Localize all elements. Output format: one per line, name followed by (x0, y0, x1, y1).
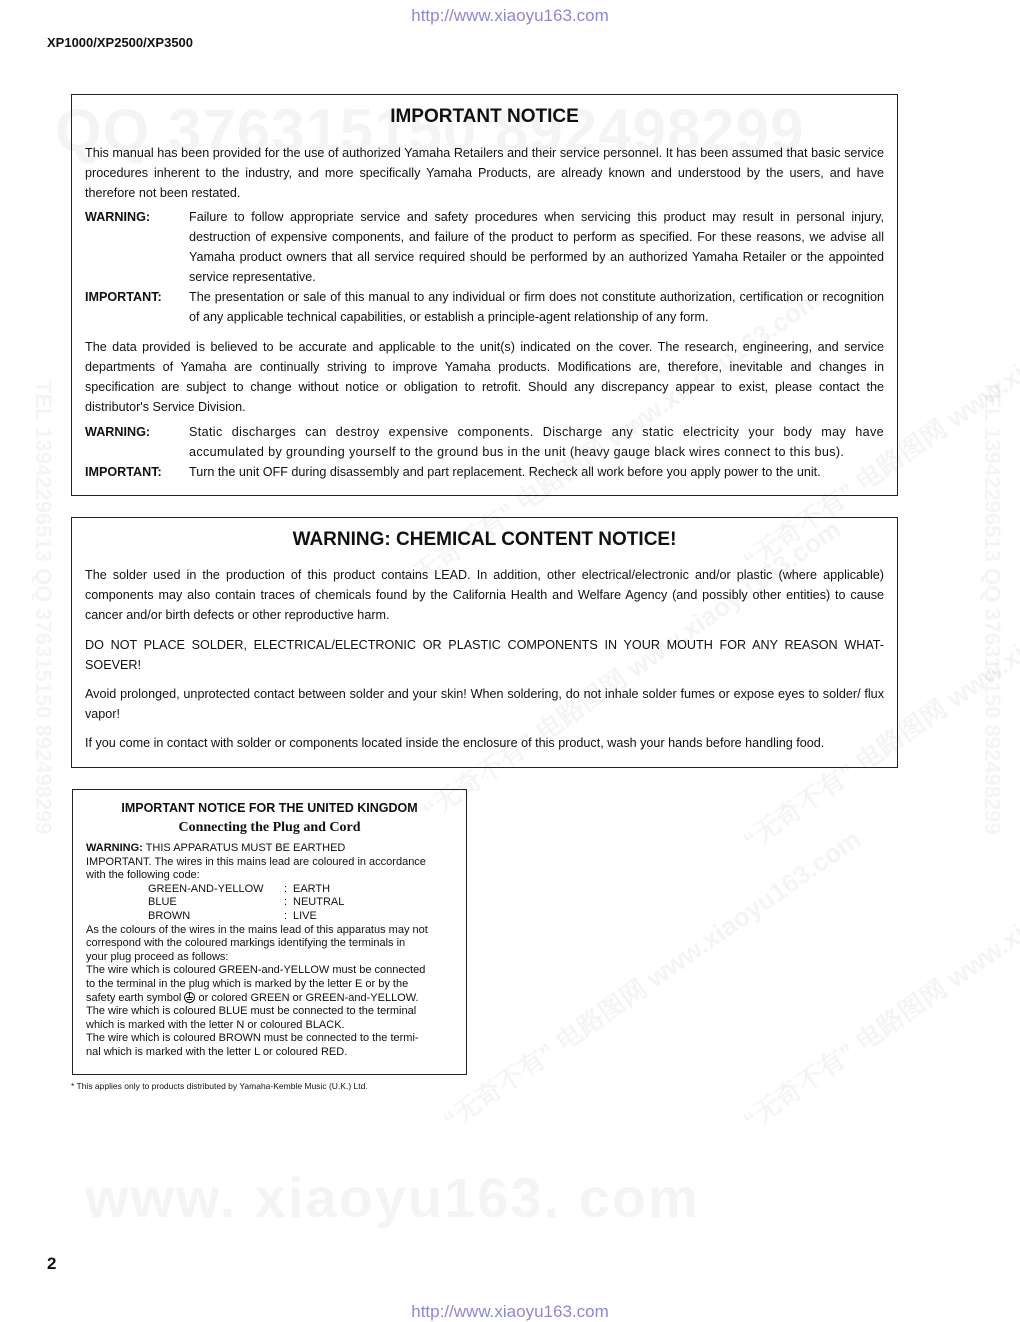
wire-color: BROWN (148, 910, 191, 922)
uk-text-line: As the colours of the wires in the mains lead of this apparatus may not (86, 923, 428, 936)
important-label: IMPORTANT: (85, 465, 162, 479)
uk-earth-text-post: or colored GREEN or GREEN-and-YELLOW. (195, 991, 419, 1004)
uk-notice-subtitle: Connecting the Plug and Cord (178, 820, 361, 835)
uk-text-line: The wire which is coloured BROWN must be connected to the termi- (86, 1032, 419, 1045)
uk-text-line: your plug proceed as follows: (86, 950, 229, 963)
wire-color: GREEN-AND-YELLOW (148, 882, 264, 895)
wire-color: BLUE (148, 896, 177, 909)
watermark-www (85, 1165, 700, 1230)
uk-text-line: IMPORTANT. The wires in this mains lead are coloured in accordance (86, 855, 426, 868)
uk-text-line: The wire which is coloured BLUE must be connected to the terminal (86, 1005, 417, 1018)
watermark-diagonal (735, 819, 1020, 1137)
chemical-paragraph: The solder used in the production of this product contains LEAD. In addition, other electrical/electronic and/or plastic (where applicable) components may also contain traces of chemicals found by the California Health and Welfare Agency (and possibly other entities) to cause cancer and/or birth defects or other reproductive harm. (85, 568, 884, 622)
warning-text: Failure to follow appropriate service and safety procedures when servicing this product may result in personal injury, destruction of expensive components, and failure of the product to perform as specified. For these reasons, we advise all Yamaha product owners that all service required should be performed by an authorized Yamaha Retailer or the appointed service representative. (189, 210, 884, 284)
important-notice-box (71, 94, 898, 496)
warning-text: Static discharges can destroy expensive components. Discharge any static electricity your body may have accumulated by grounding yourself to the ground bus in the unit (heavy gauge black wires connect to this bus). (189, 425, 884, 459)
uk-earth-text-pre: safety earth symbol (86, 991, 185, 1004)
wire-separator: : (284, 910, 288, 922)
uk-earth-line (86, 992, 419, 1006)
data-paragraph: The data provided is believed to be accurate and applicable to the unit(s) indicated on the cover. The research, engineering, and service departments of Yamaha are continually striving to improve Yamaha products. Modifications are, therefore, inevitable and changes in specification are subject to change without notice or obligation to retrofit. Should any discrepancy appear to exist, please contact the distributor's Service Division. (85, 340, 884, 414)
wire-meaning: EARTH (293, 882, 331, 895)
uk-text-line: The wire which is coloured GREEN-and-YELLOW must be connected (86, 964, 426, 977)
uk-text-line: nal which is marked with the letter L or coloured RED. (86, 1046, 348, 1058)
warning-label: WARNING: (85, 425, 151, 439)
chemical-notice-title: WARNING: CHEMICAL CONTENT NOTICE! (292, 529, 677, 550)
model-header: XP1000/XP2500/XP3500 (47, 35, 194, 50)
wire-separator: : (284, 896, 288, 909)
chemical-paragraph: If you come in contact with solder or components located inside the enclosure of this product, wash your hands before handling food. (85, 736, 825, 750)
earth-ground-icon (184, 992, 195, 1003)
important-text: Turn the unit OFF during disassembly and part replacement. Recheck all work before you apply power to the unit. (189, 465, 821, 479)
source-url-link-bottom[interactable]: http://www.xiaoyu163.com (411, 1302, 609, 1321)
uk-text-line: to the terminal in the plug which is marked by the letter E or by the (86, 978, 409, 990)
wire-meaning: NEUTRAL (293, 896, 345, 909)
footnote: * This applies only to products distributed by Yamaha-Kemble Music (U.K.) Ltd. (71, 1081, 368, 1091)
uk-text-line: correspond with the coloured markings identifying the terminals in (86, 937, 406, 950)
uk-text-line: with the following code: (86, 869, 200, 882)
important-label: IMPORTANT: (85, 290, 162, 304)
intro-paragraph: This manual has been provided for the use of authorized Yamaha Retailers and their service personnel. It has been assumed that basic service procedures inherent to the industry, and more specifically Yamaha Products, are already known and understood by the users, and have therefore not been restated. (85, 146, 884, 200)
watermark-side-right (979, 380, 1005, 835)
important-notice-title: IMPORTANT NOTICE (390, 106, 579, 127)
important-text: The presentation or sale of this manual to any individual or firm does not constitute authorization, certification or recognition of any applicable technical capabilities, or establish a principle-agent relationship of any form. (189, 290, 884, 324)
chemical-notice-box (71, 517, 898, 768)
uk-warning-text: THIS APPARATUS MUST BE EARTHED (142, 842, 346, 854)
uk-notice-box (72, 789, 467, 1075)
uk-warning-line (86, 842, 345, 856)
chemical-paragraph: DO NOT PLACE SOLDER, ELECTRICAL/ELECTRONIC OR PLASTIC COMPONENTS IN YOUR MOUTH FOR ANY REASON WHAT-SOEVER! (85, 638, 884, 672)
uk-warning-label: WARNING: (86, 842, 143, 854)
page-number: 2 (47, 1254, 57, 1273)
uk-text-line: which is marked with the letter N or coloured BLACK. (86, 1018, 345, 1031)
chemical-paragraph: Avoid prolonged, unprotected contact between solder and your skin! When soldering, do not inhale solder fumes or expose eyes to solder/ flux vapor! (85, 687, 884, 721)
warning-label: WARNING: (85, 210, 151, 224)
watermark-side-left (30, 380, 56, 835)
wire-meaning: LIVE (293, 910, 317, 922)
uk-notice-title: IMPORTANT NOTICE FOR THE UNITED KINGDOM (121, 801, 418, 815)
source-url-link[interactable]: http://www.xiaoyu163.com (411, 6, 609, 25)
wire-separator: : (284, 882, 288, 895)
watermark-diagonal (435, 819, 867, 1137)
